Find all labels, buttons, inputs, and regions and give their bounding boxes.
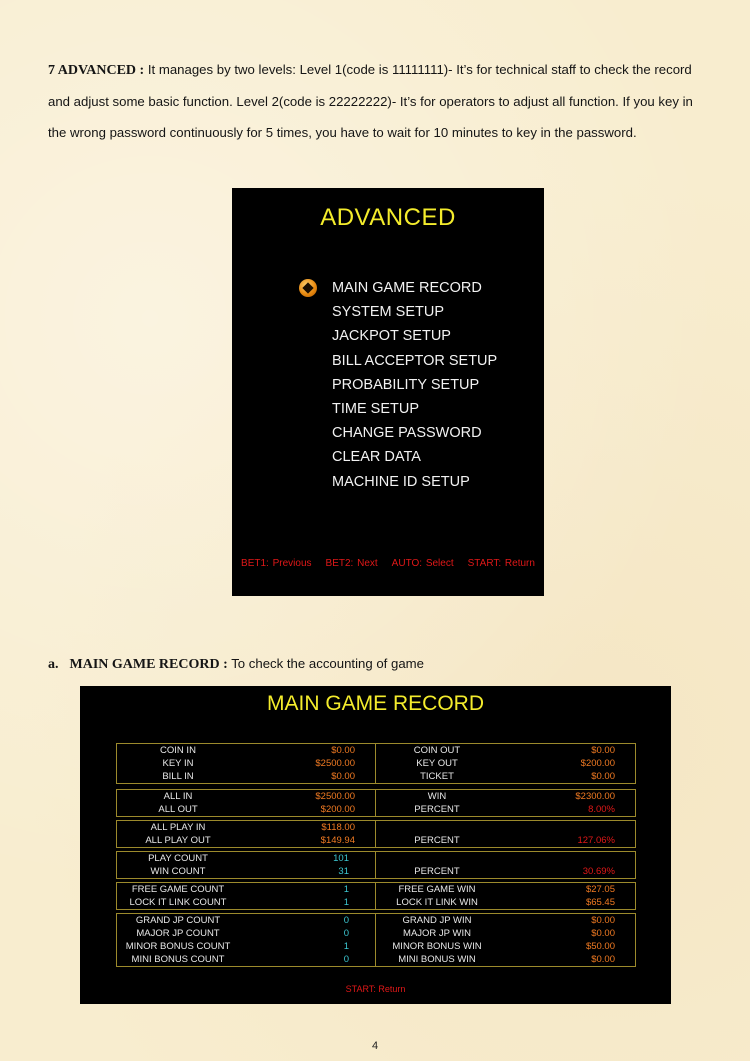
table-row bbox=[117, 744, 635, 757]
page-number: 4 bbox=[371, 1040, 379, 1052]
record-footer-start-return: START: Return bbox=[345, 984, 406, 994]
record-group-free-game bbox=[116, 882, 636, 910]
row-value: $200.00 bbox=[320, 804, 355, 815]
menu-item-jackpot-setup[interactable] bbox=[332, 324, 497, 348]
row-value: 0 bbox=[343, 928, 349, 939]
row-label: FREE GAME COUNT bbox=[131, 884, 225, 895]
table-row bbox=[117, 803, 635, 816]
footer-start-return: START: Return bbox=[467, 558, 535, 569]
row-label: WIN COUNT bbox=[150, 866, 206, 877]
section-a-prefix: a. bbox=[48, 657, 59, 672]
menu-item-clear-data[interactable] bbox=[332, 445, 497, 469]
menu-item-main-game-record[interactable] bbox=[332, 276, 497, 300]
row-value: $0.00 bbox=[591, 954, 615, 965]
menu-item-machine-id-setup[interactable] bbox=[332, 470, 497, 494]
section-a-heading bbox=[48, 656, 424, 673]
menu-item-change-password[interactable] bbox=[332, 421, 497, 445]
menu-item-label: BILL ACCEPTOR SETUP bbox=[332, 352, 498, 369]
record-group-coin bbox=[116, 743, 636, 784]
row-label: TICKET bbox=[420, 771, 454, 782]
row-value: $65.45 bbox=[585, 897, 615, 908]
row-label: GRAND JP COUNT bbox=[135, 915, 221, 926]
row-label: COIN IN bbox=[160, 745, 196, 756]
row-value: $2500.00 bbox=[315, 758, 355, 769]
row-label: MINOR BONUS WIN bbox=[392, 941, 482, 952]
row-label: COIN OUT bbox=[413, 745, 461, 756]
row-label: ALL PLAY IN bbox=[150, 822, 206, 833]
row-value: 8.00% bbox=[588, 804, 615, 815]
row-label: PERCENT bbox=[414, 835, 460, 846]
row-label: ALL OUT bbox=[158, 804, 198, 815]
row-value: $2300.00 bbox=[575, 791, 615, 802]
row-label: KEY IN bbox=[162, 758, 194, 769]
row-value: $0.00 bbox=[591, 745, 615, 756]
section-a-title: MAIN GAME RECORD : bbox=[69, 657, 228, 672]
menu-item-label: JACKPOT SETUP bbox=[332, 328, 451, 345]
row-value: 31 bbox=[338, 866, 349, 877]
menu-item-time-setup[interactable] bbox=[332, 397, 497, 421]
row-value: 0 bbox=[343, 954, 349, 965]
row-value: $27.05 bbox=[585, 884, 615, 895]
menu-item-label: PROBABILITY SETUP bbox=[332, 376, 480, 393]
intro-heading: 7 ADVANCED : bbox=[48, 63, 145, 78]
menu-item-bill-acceptor-setup[interactable] bbox=[332, 349, 497, 373]
table-row bbox=[117, 865, 635, 878]
advanced-screen bbox=[232, 188, 544, 596]
row-label: ALL PLAY OUT bbox=[145, 835, 211, 846]
advanced-footer bbox=[232, 558, 544, 569]
row-label: KEY OUT bbox=[416, 758, 458, 769]
footer-bet2-next: BET2: Next bbox=[325, 558, 378, 569]
menu-item-label: MACHINE ID SETUP bbox=[332, 473, 470, 490]
row-value: 30.69% bbox=[582, 866, 615, 877]
menu-item-label: CHANGE PASSWORD bbox=[332, 425, 482, 442]
row-value: $118.00 bbox=[321, 822, 355, 833]
menu-item-label: MAIN GAME RECORD bbox=[332, 280, 482, 296]
main-game-record-screen bbox=[80, 686, 671, 1004]
row-label: MINOR BONUS COUNT bbox=[125, 941, 231, 952]
footer-bet1-previous: BET1: Previous bbox=[241, 558, 312, 569]
row-label: MAJOR JP COUNT bbox=[136, 928, 220, 939]
menu-item-label: CLEAR DATA bbox=[332, 449, 421, 466]
row-label: LOCK IT LINK WIN bbox=[396, 897, 478, 908]
menu-item-probability-setup[interactable] bbox=[332, 373, 497, 397]
table-row bbox=[117, 852, 635, 865]
row-value: 101 bbox=[333, 853, 349, 864]
row-label: ALL IN bbox=[163, 791, 193, 802]
row-label: GRAND JP WIN bbox=[402, 915, 472, 926]
section-a-text: To check the accounting of game bbox=[227, 656, 424, 671]
row-value: $149.94 bbox=[320, 835, 355, 846]
table-row bbox=[117, 896, 635, 909]
table-row bbox=[117, 757, 635, 770]
row-label: FREE GAME WIN bbox=[398, 884, 476, 895]
diamond-selector-icon bbox=[299, 279, 317, 297]
table-row bbox=[117, 927, 635, 940]
row-value: $200.00 bbox=[580, 758, 615, 769]
table-row bbox=[117, 914, 635, 927]
table-row bbox=[117, 790, 635, 803]
table-row bbox=[117, 821, 635, 834]
advanced-title: ADVANCED bbox=[320, 204, 456, 231]
row-value: $0.00 bbox=[331, 771, 355, 782]
row-label: PLAY COUNT bbox=[148, 853, 208, 864]
row-value: $0.00 bbox=[331, 745, 355, 756]
row-value: 127.06% bbox=[577, 835, 615, 846]
record-title: MAIN GAME RECORD bbox=[266, 692, 484, 715]
row-label: MINI BONUS WIN bbox=[398, 954, 476, 965]
table-row bbox=[117, 953, 635, 966]
row-value: $50.00 bbox=[585, 941, 615, 952]
row-value: 1 bbox=[343, 897, 349, 908]
advanced-menu bbox=[332, 276, 497, 494]
table-row bbox=[117, 834, 635, 847]
row-value: $2500.00 bbox=[315, 791, 355, 802]
row-value: 1 bbox=[343, 941, 349, 952]
row-value: 0 bbox=[343, 915, 349, 926]
row-label: MINI BONUS COUNT bbox=[131, 954, 225, 965]
row-label: PERCENT bbox=[414, 804, 460, 815]
row-label: MAJOR JP WIN bbox=[403, 928, 471, 939]
table-row bbox=[117, 940, 635, 953]
table-row bbox=[117, 883, 635, 896]
record-group-play bbox=[116, 820, 636, 848]
menu-item-label: SYSTEM SETUP bbox=[332, 304, 444, 321]
row-value: $0.00 bbox=[591, 771, 615, 782]
record-group-count bbox=[116, 851, 636, 879]
row-value: 1 bbox=[343, 884, 349, 895]
row-label: BILL IN bbox=[162, 771, 194, 782]
row-label: LOCK IT LINK COUNT bbox=[129, 897, 227, 908]
menu-item-system-setup[interactable] bbox=[332, 300, 497, 324]
row-value: $0.00 bbox=[591, 915, 615, 926]
intro-text: It manages by two levels: Level 1(code is 11111111)- It’s for technical staff to check the record and adjust some basic function. Level 2(code is 22222222)- It’s for operators to adjust all function. If you key in the wrong password continuously for 5 times, you have to wait for 10 minutes to key in the password. bbox=[48, 62, 693, 140]
row-label: PERCENT bbox=[414, 866, 460, 877]
footer-auto-select: AUTO: Select bbox=[391, 558, 454, 569]
menu-item-label: TIME SETUP bbox=[332, 400, 420, 417]
row-value: $0.00 bbox=[591, 928, 615, 939]
record-group-all bbox=[116, 789, 636, 817]
table-row bbox=[117, 770, 635, 783]
row-label: WIN bbox=[427, 791, 447, 802]
intro-paragraph bbox=[48, 54, 698, 148]
record-group-jackpot bbox=[116, 913, 636, 967]
